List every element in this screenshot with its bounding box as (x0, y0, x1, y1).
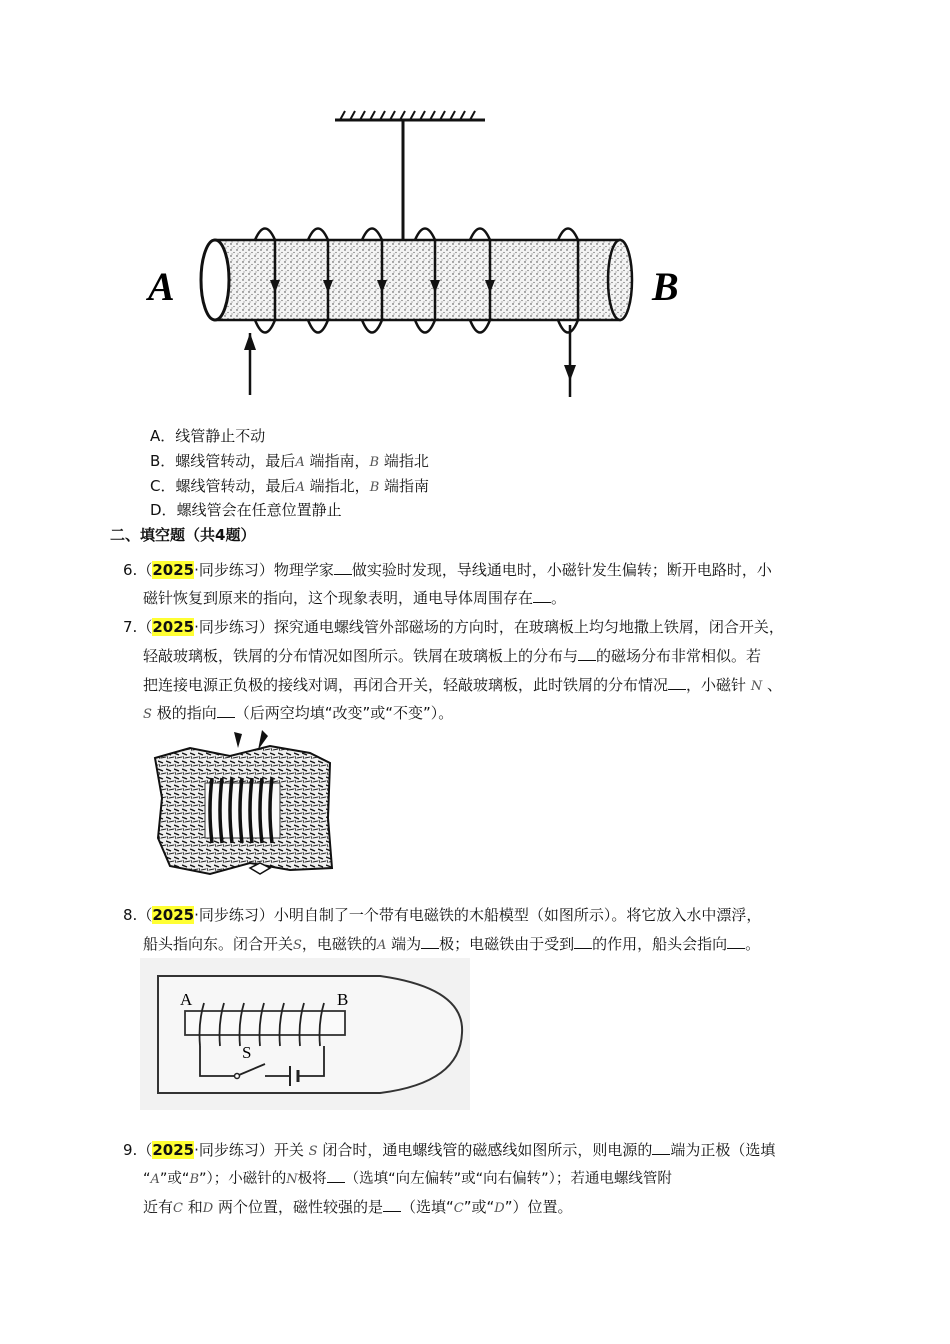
q8-line-1: 8.（2025·同步练习）小明自制了一个带有电磁铁的木船模型（如图所示）。将它放入水中漂浮， (123, 906, 762, 924)
q6-line-2: 磁针恢复到原来的指向，这个现象表明，通电导体周围存在 。 (143, 589, 567, 607)
section-heading: 二、填空题（共4题） (110, 526, 256, 544)
q6-line-1: 6.（2025·同步练习）物理学家 做实验时发现，导线通电时，小磁针发生偏转；断开电路时，小 (123, 561, 772, 579)
year-highlight: 2025 (152, 618, 195, 636)
answer-blank (652, 1140, 670, 1155)
answer-blank (421, 934, 439, 949)
answer-blank (533, 588, 551, 603)
option-c: C．螺线管转动，最后A 端指北，B 端指南 (150, 477, 430, 495)
boat-label-b: B (337, 990, 349, 1009)
answer-blank (217, 703, 235, 718)
q7-line-4: S 极的指向 （后两空均填“改变”或“不变”）。 (143, 704, 454, 722)
q7-line-2: 轻敲玻璃板，铁屑的分布情况如图所示。铁屑在玻璃板上的分布与 的磁场分布非常相似。若 (143, 647, 762, 665)
q9-line-1: 9.（2025·同步练习）开关 S 闭合时，通电螺线管的磁感线如图所示，则电源的 端为正极（选填 (123, 1141, 776, 1159)
year-highlight: 2025 (152, 906, 195, 924)
boat-electromagnet-figure (140, 958, 470, 1110)
suspended-solenoid-figure (140, 105, 700, 405)
year-highlight: 2025 (152, 561, 195, 579)
answer-blank (334, 560, 352, 575)
answer-blank (578, 646, 596, 661)
boat-label-s: S (242, 1043, 252, 1062)
option-a: A．线管静止不动 (150, 427, 266, 445)
answer-blank (383, 1197, 401, 1212)
boat-label-a: A (180, 990, 193, 1009)
option-d: D．螺线管会在任意位置静止 (150, 501, 342, 519)
solenoid-label-b: B (652, 264, 679, 309)
q7-line-3: 把连接电源正负极的接线对调，再闭合开关，轻敲玻璃板，此时铁屑的分布情况 ，小磁针 N 、 (143, 676, 782, 694)
q8-line-2: 船头指向东。闭合开关S，电磁铁的A 端为 极；电磁铁由于受到 的作用，船头会指向 。 (143, 935, 761, 953)
answer-blank (574, 934, 592, 949)
solenoid-label-a: A (148, 264, 175, 309)
q9-line-2: “A”或“B”）；小磁针的N极将 （选填“向左偏转”或“向右偏转”）；若通电螺线管附 (143, 1168, 672, 1190)
option-b: B．螺线管转动，最后A 端指南，B 端指北 (150, 452, 429, 470)
answer-blank (668, 675, 686, 690)
q7-line-1: 7.（2025·同步练习）探究通电螺线管外部磁场的方向时，在玻璃板上均匀地撒上铁屑，闭合开关， (123, 618, 784, 636)
q9-line-3: 近有C 和D 两个位置，磁性较强的是 （选填“C”或“D”）位置。 (143, 1198, 573, 1216)
answer-blank (327, 1168, 345, 1183)
iron-filings-figure (150, 728, 335, 880)
answer-blank (727, 934, 745, 949)
year-highlight: 2025 (152, 1141, 195, 1159)
